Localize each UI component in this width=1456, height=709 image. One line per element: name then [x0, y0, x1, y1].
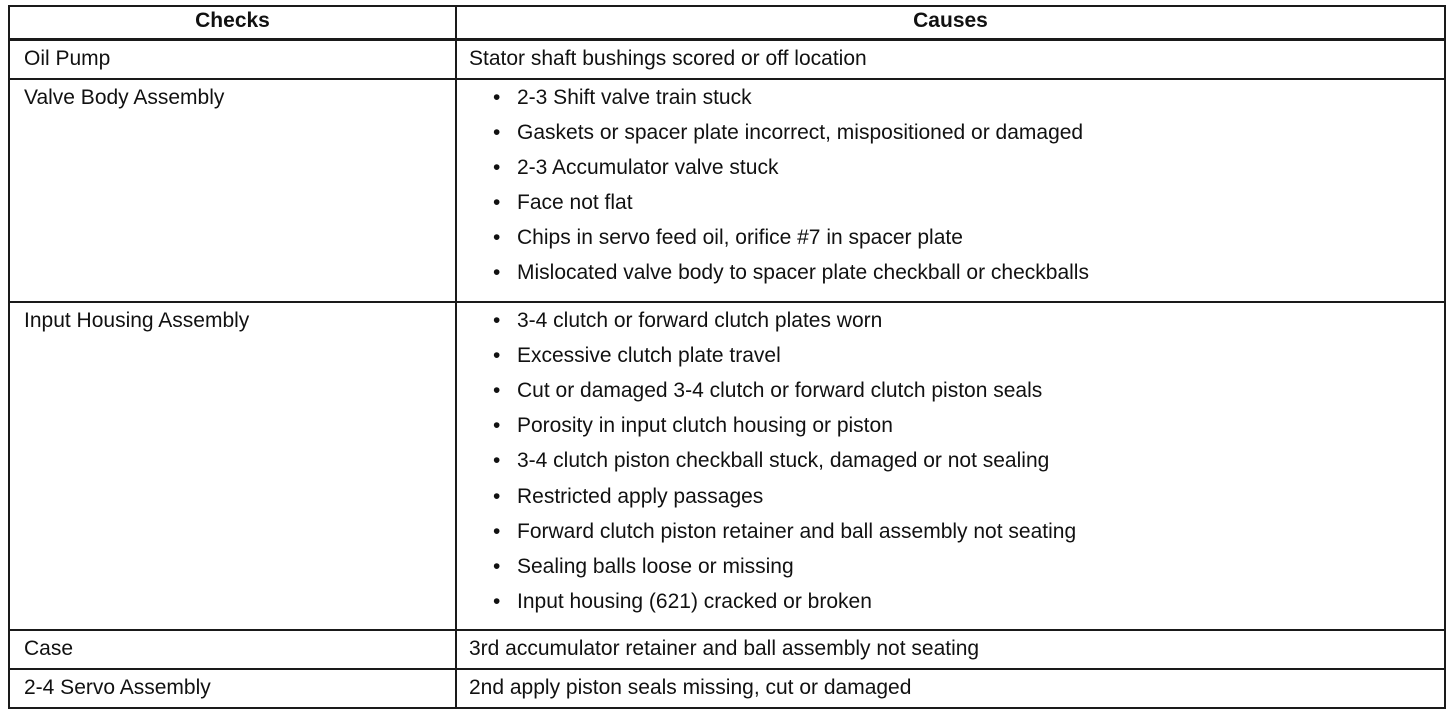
cause-list-item: • Gaskets or spacer plate incorrect, mispositioned or damaged [493, 121, 1432, 156]
cause-list-item: • Sealing balls loose or missing [493, 555, 1432, 590]
cause-list-item: • Input housing (621) cracked or broken [493, 590, 1432, 625]
check-cell: Input Housing Assembly [9, 302, 456, 631]
table-header-row [9, 6, 1445, 39]
cause-list-item: • Face not flat [493, 191, 1432, 226]
cause-cell [456, 39, 1445, 79]
cause-cell [456, 669, 1445, 708]
cause-text: 3rd accumulator retainer and ball assembly not seating [469, 637, 980, 661]
check-cell: Case [9, 630, 456, 669]
cause-list-item: • Cut or damaged 3-4 clutch or forward clutch piston seals [493, 379, 1432, 414]
cause-list-item: • 3-4 clutch or forward clutch plates worn [493, 309, 1432, 344]
table-row [9, 669, 1445, 708]
checks-column-header: Checks [9, 6, 456, 39]
cause-list [469, 309, 1432, 626]
cause-list-item: • Chips in servo feed oil, orifice #7 in spacer plate [493, 226, 1432, 261]
check-cell: Valve Body Assembly [9, 79, 456, 302]
cause-list-item: • Forward clutch piston retainer and ball assembly not seating [493, 520, 1432, 555]
check-cell: Oil Pump [9, 39, 456, 79]
cause-cell [456, 79, 1445, 302]
table-row [9, 39, 1445, 79]
cause-list-item: • 2-3 Shift valve train stuck [493, 86, 1432, 121]
cause-text: 2nd apply piston seals missing, cut or damaged [469, 676, 912, 700]
cause-list [469, 86, 1432, 297]
cause-cell [456, 302, 1445, 631]
table-row [9, 79, 1445, 302]
cause-cell [456, 630, 1445, 669]
causes-column-header: Causes [456, 6, 1445, 39]
cause-list-item: • Restricted apply passages [493, 485, 1432, 520]
cause-text: Stator shaft bushings scored or off location [469, 46, 867, 70]
check-cell: 2-4 Servo Assembly [9, 669, 456, 708]
cause-list-item: • 2-3 Accumulator valve stuck [493, 156, 1432, 191]
cause-list-item: • 3-4 clutch piston checkball stuck, damaged or not sealing [493, 449, 1432, 484]
cause-list-item: • Excessive clutch plate travel [493, 344, 1432, 379]
table-row [9, 630, 1445, 669]
cause-list-item: • Porosity in input clutch housing or piston [493, 414, 1432, 449]
diagnosis-table [8, 5, 1446, 709]
table-row [9, 302, 1445, 631]
cause-list-item: • Mislocated valve body to spacer plate checkball or checkballs [493, 261, 1432, 296]
